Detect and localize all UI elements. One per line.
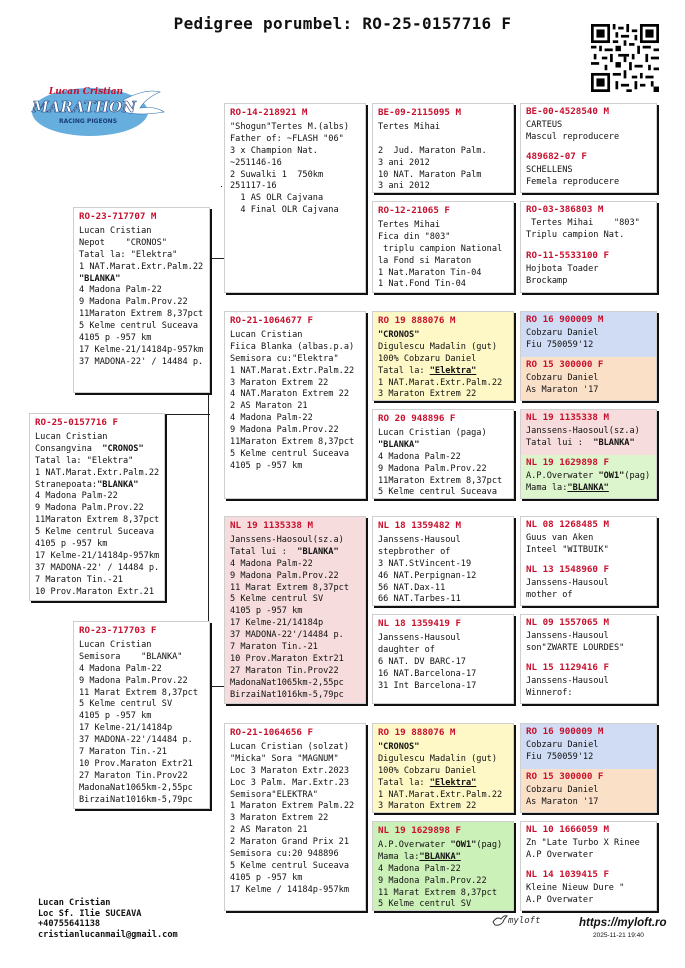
card-line: triplu campion National bbox=[378, 243, 503, 254]
card-line: 3 Maraton Extrem 22 bbox=[230, 377, 329, 388]
ring-number: NL 09 1557065 M bbox=[526, 617, 609, 628]
card-line: 9 Madona Palm.Prov.22 bbox=[230, 425, 339, 436]
card-line: 2 Maraton Grand Prix 21 bbox=[230, 837, 349, 848]
card-line: 5 Kelme centrul SV bbox=[230, 594, 324, 605]
pigeon-entry[interactable] bbox=[521, 202, 656, 248]
card-line: 3 NAT.StVincent-19 bbox=[378, 558, 472, 569]
card-line: 3 x Champion Nat. bbox=[230, 145, 318, 156]
card-line: daughter of bbox=[378, 644, 435, 655]
card-line: 11 Marat Extrem 8,37pct bbox=[79, 687, 198, 698]
ring-number: BE-09-2115095 M bbox=[378, 107, 461, 118]
connector-line bbox=[208, 686, 224, 687]
card-line: 3 Maraton Extrem 22 bbox=[378, 801, 477, 812]
card-line: 11 Marat Extrem 8,37pct bbox=[230, 582, 349, 593]
card-line: 4 Madona Palm-22 bbox=[230, 413, 313, 424]
ring-number: RO-03-386803 M bbox=[526, 204, 604, 215]
card-line: Nepot "CRONOS" bbox=[79, 237, 167, 248]
pigeon-entry[interactable] bbox=[521, 724, 656, 769]
card-line: A.P Overwater bbox=[526, 894, 594, 905]
card-line: 37 MADONA-22'/14484 p. bbox=[230, 630, 344, 641]
card-line: Fiu 750059'12 bbox=[526, 339, 594, 350]
card-line: 4105 p -957 km bbox=[35, 539, 108, 550]
ring-number: NL 18 1359482 M bbox=[378, 520, 461, 531]
card-line: 4 Final OLR Cajvana bbox=[230, 205, 339, 216]
card-line: Tertes Mihai "803" bbox=[526, 217, 640, 228]
ring-number: RO 16 900009 M bbox=[526, 726, 604, 737]
card-line: Tatal la: "Elektra" bbox=[35, 455, 134, 466]
card-line: 17 Kelme-21/14184p bbox=[79, 723, 173, 734]
card-line: 5 Kelme centrul Suceava bbox=[378, 487, 497, 498]
card-line: Cobzaru Daniel bbox=[526, 739, 599, 750]
card-line: 16 NAT.Barcelona-17 bbox=[378, 668, 477, 679]
owner-address: Loc Sf. Ilie SUCEAVA bbox=[38, 908, 142, 919]
card-line: Winnerof: bbox=[526, 687, 573, 698]
card-line: Tatal la: "Elektra" bbox=[378, 777, 477, 788]
card-line: Stranepoata:"BLANKA" bbox=[35, 479, 139, 490]
card-line: Janssens-Haosoul(sz.a) bbox=[230, 534, 344, 545]
card-line: 11Maraton Extrem 8,37pct bbox=[378, 475, 503, 486]
card-line: MadonaNat1065km-2,55pc bbox=[230, 677, 344, 688]
card-line: 3 Maraton Extrem 22 bbox=[230, 813, 329, 824]
connector-line bbox=[221, 186, 222, 187]
card-line: 4 Madona Palm-22 bbox=[378, 451, 461, 462]
card-line: 5 Kelme centrul Suceava bbox=[79, 321, 198, 332]
pigeon-entry[interactable] bbox=[521, 517, 656, 562]
card-line: 3 ani 2012 bbox=[378, 181, 430, 192]
ring-number: RO-23-717703 F bbox=[79, 625, 157, 636]
pigeon-pair-card[interactable] bbox=[520, 614, 657, 704]
card-line: Mascul reproducere bbox=[526, 131, 620, 142]
card-line: Fiica Blanka (albas.p.a) bbox=[230, 341, 355, 352]
card-line: 1 Nat.Maraton Tin-04 bbox=[378, 267, 482, 278]
card-line: Lucan Cristian (solzat) bbox=[230, 741, 349, 752]
ring-number: NL 19 1629898 F bbox=[526, 457, 609, 468]
ring-number: RO-23-717707 M bbox=[79, 211, 157, 222]
card-line: 3 ani 2012 bbox=[378, 157, 430, 168]
card-line: 2 Suwalki 1 750km bbox=[230, 169, 324, 180]
card-line: "Shogun"Tertes M.(albs) bbox=[230, 121, 349, 132]
pigeon-pair-card[interactable] bbox=[520, 311, 657, 401]
page-title: Pedigree porumbel: RO-25-0157716 F bbox=[173, 14, 512, 33]
card-line: 4 Madona Palm-22 bbox=[230, 558, 313, 569]
card-line: 5 Kelme centrul Suceava bbox=[230, 448, 349, 459]
card-line: Loc 3 Palm. Mar.Extr.23 bbox=[230, 777, 349, 788]
ring-number: NL 13 1548960 F bbox=[526, 564, 609, 575]
card-line: Inteel "WITBUIK" bbox=[526, 544, 609, 555]
card-line: Loc 3 Maraton Extr.2023 bbox=[230, 765, 349, 776]
card-line: A.P.Overwater "OW1"(pag) bbox=[526, 470, 651, 481]
pigeon-card-ssd[interactable] bbox=[372, 201, 514, 293]
ring-number: NL 14 1039415 F bbox=[526, 869, 609, 880]
owner-phone: +40755641138 bbox=[38, 919, 101, 930]
pigeon-entry[interactable] bbox=[521, 769, 656, 813]
myloft-url[interactable]: https://myloft.ro bbox=[579, 917, 667, 929]
pigeon-pair-card[interactable] bbox=[520, 723, 657, 813]
ring-number: RO-14-218921 M bbox=[230, 107, 308, 118]
ring-number: RO 15 300000 F bbox=[526, 359, 604, 370]
card-line: Guus van Aken bbox=[526, 532, 594, 543]
ring-number: RO 16 900009 M bbox=[526, 314, 604, 325]
card-line: 11Maraton Extrem 8,37pct bbox=[35, 515, 160, 526]
card-line: mother of bbox=[526, 589, 573, 600]
card-line: son"ZWARTE LOURDES" bbox=[526, 642, 625, 653]
marathon-logo-icon bbox=[28, 82, 168, 148]
card-line: Tertes Mihai bbox=[378, 219, 441, 230]
ring-number: RO-21-1064677 F bbox=[230, 315, 313, 326]
card-line: Lucan Cristian bbox=[230, 329, 303, 340]
card-line: Tertes Mihai bbox=[378, 121, 441, 132]
pigeon-entry[interactable] bbox=[521, 615, 656, 660]
pigeon-card-dds[interactable] bbox=[372, 723, 514, 813]
card-line: Lucan Cristian bbox=[79, 225, 152, 236]
pigeon-entry[interactable] bbox=[521, 312, 656, 357]
card-line: Fiu 750059'12 bbox=[526, 751, 594, 762]
card-line: 11 Marat Extrem 8,37pct bbox=[378, 887, 497, 898]
pigeon-pair-card[interactable] bbox=[520, 409, 657, 499]
card-line: 4105 p -957 km bbox=[230, 460, 303, 471]
card-line: 1 NAT.Marat.Extr.Palm.22 bbox=[79, 261, 204, 272]
card-line: 5 Kelme centrul SV bbox=[378, 899, 472, 910]
card-line: As Maraton '17 bbox=[526, 796, 599, 807]
ring-number: NL 10 1666059 M bbox=[526, 824, 609, 835]
logo-top-text: Lucan Cristian bbox=[48, 87, 124, 97]
card-line: Semisora "BLANKA" bbox=[79, 651, 183, 662]
card-line: 4 Madona Palm-22 bbox=[378, 863, 461, 874]
pigeon-card-dam[interactable] bbox=[73, 621, 210, 809]
card-line: 27 Maraton Tin.Prov22 bbox=[230, 665, 339, 676]
card-line: 4 Madona Palm-22 bbox=[79, 663, 162, 674]
card-line: 1 Maraton Extrem Palm.22 bbox=[230, 801, 355, 812]
connector-line bbox=[160, 414, 210, 415]
card-line: 4 NAT.Maraton Extrem 22 bbox=[230, 389, 349, 400]
card-line: 1 AS OLR Cajvana bbox=[230, 193, 324, 204]
ring-number: RO-11-5533100 F bbox=[526, 250, 609, 261]
card-line: 9 Madona Palm.Prov.22 bbox=[378, 463, 487, 474]
ring-number: NL 18 1359419 F bbox=[378, 618, 461, 629]
card-line: "BLANKA" bbox=[378, 439, 420, 450]
pigeon-card-sire-dam[interactable] bbox=[224, 311, 366, 499]
card-line: stepbrother of bbox=[378, 546, 451, 557]
card-line: 56 NAT.Dax-11 bbox=[378, 582, 446, 593]
card-line: 37 MADONA-22'/14484 p. bbox=[79, 735, 193, 746]
pigeon-pair-card[interactable] bbox=[520, 103, 657, 193]
pigeon-entry[interactable] bbox=[521, 357, 656, 401]
card-line: Tatal la: "Elektra" bbox=[79, 249, 178, 260]
pigeon-entry[interactable] bbox=[521, 660, 656, 704]
ring-number: NL 08 1268485 M bbox=[526, 519, 609, 530]
myloft-pigeon-icon bbox=[492, 914, 508, 928]
card-line: 17 Kelme-21/14184p bbox=[230, 618, 324, 629]
ring-number: RO 19 888076 M bbox=[378, 315, 456, 326]
ring-number: NL 19 1629898 F bbox=[378, 825, 461, 836]
pigeon-card-sire-sire[interactable] bbox=[224, 103, 366, 293]
card-line: 2 AS Maraton 21 bbox=[230, 825, 308, 836]
card-line: 4105 p -957 km bbox=[79, 711, 152, 722]
card-line: As Maraton '17 bbox=[526, 384, 599, 395]
card-line: Lucan Cristian bbox=[79, 639, 152, 650]
card-line: 37 MADONA-22' / 14484 p. bbox=[79, 356, 204, 367]
pigeon-card-sdd[interactable] bbox=[372, 409, 514, 499]
ring-number: NL 15 1129416 F bbox=[526, 662, 609, 673]
card-line: 5 Kelme centrul Suceava bbox=[230, 860, 349, 871]
card-line: 3 Maraton Extrem 22 bbox=[378, 389, 477, 400]
pigeon-entry[interactable] bbox=[521, 822, 656, 867]
pigeon-card-sss[interactable] bbox=[372, 103, 514, 193]
card-line: Hojbota Toader bbox=[526, 263, 599, 274]
pigeon-entry[interactable] bbox=[521, 149, 656, 193]
card-line: 9 Madona Palm.Prov.22 bbox=[230, 570, 339, 581]
card-line: Zn "Late Turbo X Rinee bbox=[526, 837, 640, 848]
card-line: 7 Maraton Tin.-21 bbox=[230, 642, 318, 653]
pigeon-entry[interactable] bbox=[521, 455, 656, 499]
card-line: Fica din "803" bbox=[378, 231, 451, 242]
ring-number: NL 19 1135338 M bbox=[230, 520, 313, 531]
card-line: "CRONOS" bbox=[378, 329, 420, 340]
card-line: 31 Int Barcelona-17 bbox=[378, 680, 477, 691]
card-line: 1 NAT.Marat.Extr.Palm.22 bbox=[378, 789, 503, 800]
card-line: Father of: ~FLASH "06" bbox=[230, 133, 344, 144]
card-line: 251117-16 bbox=[230, 181, 277, 192]
card-line: 9 Madona Palm.Prov.22 bbox=[79, 675, 188, 686]
card-line: Mama la:"BLANKA" bbox=[378, 851, 461, 862]
card-line: 10 NAT. Maraton Palm bbox=[378, 169, 482, 180]
pigeon-card-sds[interactable] bbox=[372, 311, 514, 401]
ring-number: RO 15 300000 F bbox=[526, 771, 604, 782]
card-line: Cobzaru Daniel bbox=[526, 784, 599, 795]
card-line: 4105 p -957 km bbox=[79, 333, 152, 344]
card-line: Janssens-Hausoul bbox=[378, 534, 461, 545]
card-line: 46 NAT.Perpignan-12 bbox=[378, 570, 477, 581]
card-line: "BLANKA" bbox=[79, 273, 121, 284]
card-line: MadonaNat1065km-2,55pc bbox=[79, 782, 193, 793]
card-line: A.P Overwater bbox=[526, 849, 594, 860]
myloft-brand: myloft bbox=[508, 916, 541, 926]
card-line: 11Maraton Extrem 8,37pct bbox=[230, 437, 355, 448]
pigeon-entry[interactable] bbox=[521, 562, 656, 606]
ring-number: RO 19 888076 M bbox=[378, 727, 456, 738]
card-line: Mama la:"BLANKA" bbox=[526, 482, 609, 493]
card-line: Triplu campion Nat. bbox=[526, 229, 625, 240]
card-line: 1 NAT.Marat.Extr.Palm.22 bbox=[378, 377, 503, 388]
card-line: 4 Madona Palm-22 bbox=[79, 285, 162, 296]
owner-email[interactable]: cristianlucanmail@gmail.com bbox=[38, 929, 178, 940]
card-line: 4105 p -957 km bbox=[230, 606, 303, 617]
card-line: Semisora cu:"Elektra" bbox=[230, 353, 339, 364]
card-line: Tatal la: "Elektra" bbox=[378, 365, 477, 376]
ring-number: BE-00-4528540 M bbox=[526, 106, 609, 117]
ring-number: RO-25-0157716 F bbox=[35, 417, 118, 428]
pigeon-pair-card[interactable] bbox=[520, 821, 657, 911]
card-line: 11Maraton Extrem 8,37pct bbox=[79, 309, 204, 320]
card-line: 9 Madona Palm.Prov.22 bbox=[378, 875, 487, 886]
card-line: 4 Madona Palm-22 bbox=[35, 491, 118, 502]
card-line: CARTEUS bbox=[526, 119, 563, 130]
print-date: 2025-11-21 19:40 bbox=[593, 932, 644, 939]
card-line: 1 NAT.Marat.Extr.Palm.22 bbox=[35, 467, 160, 478]
card-line: Semisora"ELEKTRA" bbox=[230, 789, 318, 800]
card-line: "CRONOS" bbox=[378, 741, 420, 752]
ring-number: RO-12-21065 F bbox=[378, 205, 450, 216]
card-line: 1 NAT.Marat.Extr.Palm.22 bbox=[230, 365, 355, 376]
card-line: A.P.Overwater "OW1"(pag) bbox=[378, 839, 503, 850]
ring-number: RO 20 948896 F bbox=[378, 413, 456, 424]
pigeon-entry[interactable] bbox=[521, 867, 656, 911]
card-line: 100% Cobzaru Daniel bbox=[378, 353, 477, 364]
pigeon-card-dam-dam[interactable] bbox=[224, 723, 366, 911]
pigeon-entry[interactable] bbox=[521, 248, 656, 293]
pigeon-entry[interactable] bbox=[521, 410, 656, 455]
card-line: Femela reproducere bbox=[526, 176, 620, 187]
card-line: 2 Jud. Maraton Palm. bbox=[378, 145, 487, 156]
card-line bbox=[378, 134, 509, 146]
pigeon-card-dsd[interactable] bbox=[372, 614, 514, 704]
card-line: Lucan Cristian bbox=[35, 431, 108, 442]
qr-code-icon bbox=[591, 24, 659, 92]
connector-line bbox=[208, 258, 224, 259]
card-line: Cobzaru Daniel bbox=[526, 327, 599, 338]
card-line: 4105 p -957 km bbox=[230, 872, 303, 883]
card-line: 17 Kelme-21/14184p-957km bbox=[35, 550, 160, 561]
card-line: Janssens-Haosoul(sz.a) bbox=[526, 425, 640, 436]
card-line: 10 Prov.Maraton Extr21 bbox=[230, 653, 344, 664]
pigeon-entry[interactable] bbox=[521, 104, 656, 149]
card-line: Janssens-Hausoul bbox=[526, 675, 609, 686]
pigeon-card-dam-sire[interactable] bbox=[224, 516, 366, 704]
pigeon-pair-card[interactable] bbox=[520, 201, 657, 293]
card-line: Janssens-Hausoul bbox=[526, 630, 609, 641]
card-line: ~251146-16 bbox=[230, 157, 282, 168]
pigeon-pair-card[interactable] bbox=[520, 516, 657, 606]
ring-number: RO-21-1064656 F bbox=[230, 727, 313, 738]
pigeon-card-ddd[interactable] bbox=[372, 821, 514, 911]
card-line: Tatal lui : "BLANKA" bbox=[526, 437, 635, 448]
card-line: 66 NAT.Tarbes-11 bbox=[378, 594, 461, 605]
card-line: Digulescu Madalin (gut) bbox=[378, 341, 497, 352]
card-line: Tatal lui : "BLANKA" bbox=[230, 546, 339, 557]
pigeon-card-dss[interactable] bbox=[372, 516, 514, 606]
card-line: 1 Nat.Fond Tin-04 bbox=[378, 279, 466, 290]
card-line: 37 MADONA-22' / 14484 p. bbox=[35, 562, 160, 573]
card-line: SCHELLENS bbox=[526, 164, 573, 175]
card-line: 5 Kelme centrul Suceava bbox=[35, 527, 154, 538]
card-line: 7 Maraton Tin.-21 bbox=[79, 747, 167, 758]
card-line: Kleine Nieuw Dure " bbox=[526, 882, 625, 893]
card-line: 100% Cobzaru Daniel bbox=[378, 765, 477, 776]
card-line: BirzaiNat1016km-5,79pc bbox=[230, 689, 344, 700]
ring-number: NL 19 1135338 M bbox=[526, 412, 609, 423]
card-line: Consangvina "CRONOS" bbox=[35, 443, 144, 454]
card-line: 27 Maraton Tin.Prov22 bbox=[79, 770, 188, 781]
card-line: la Fond si Maraton bbox=[378, 255, 472, 266]
owner-name: Lucan Cristian bbox=[38, 898, 111, 908]
card-line: 17 Kelme-21/14184p-957km bbox=[79, 344, 204, 355]
card-line: Cobzaru Daniel bbox=[526, 372, 599, 383]
card-line: Lucan Cristian (paga) bbox=[378, 427, 487, 438]
card-line: 7 Maraton Tin.-21 bbox=[35, 574, 123, 585]
card-line: 10 Prov.Maraton Extr21 bbox=[79, 758, 193, 769]
pigeon-card-sire[interactable] bbox=[73, 207, 210, 393]
card-line: BirzaiNat1016km-5,79pc bbox=[79, 794, 193, 805]
card-line: 2 AS Maraton 21 bbox=[230, 401, 308, 412]
card-line: 9 Madona Palm.Prov.22 bbox=[79, 297, 188, 308]
card-line: Janssens-Hausoul bbox=[526, 577, 609, 588]
logo-main-text: MARATHON bbox=[32, 98, 136, 116]
card-line: Digulescu Madalin (gut) bbox=[378, 753, 497, 764]
card-line: "Micka" Sora "MAGNUM" bbox=[230, 753, 339, 764]
card-line: Semisora cu:20 948896 bbox=[230, 849, 339, 860]
card-line: 9 Madona Palm.Prov.22 bbox=[35, 503, 144, 514]
card-line: 17 Kelme / 14184p-957km bbox=[230, 884, 349, 895]
card-line: 5 Kelme centrul SV bbox=[79, 699, 173, 710]
card-line: 10 Prov.Maraton Extr.21 bbox=[35, 586, 154, 597]
card-line: Janssens-Hausoul bbox=[378, 632, 461, 643]
owner-contact bbox=[38, 898, 178, 940]
logo-sub-text: RACING PIGEONS bbox=[58, 118, 118, 125]
card-line: 6 NAT. DV BARC-17 bbox=[378, 656, 466, 667]
ring-number: 489682-07 F bbox=[526, 151, 587, 162]
card-line: Brockamp bbox=[526, 275, 568, 286]
pigeon-card-subject[interactable] bbox=[29, 413, 165, 601]
